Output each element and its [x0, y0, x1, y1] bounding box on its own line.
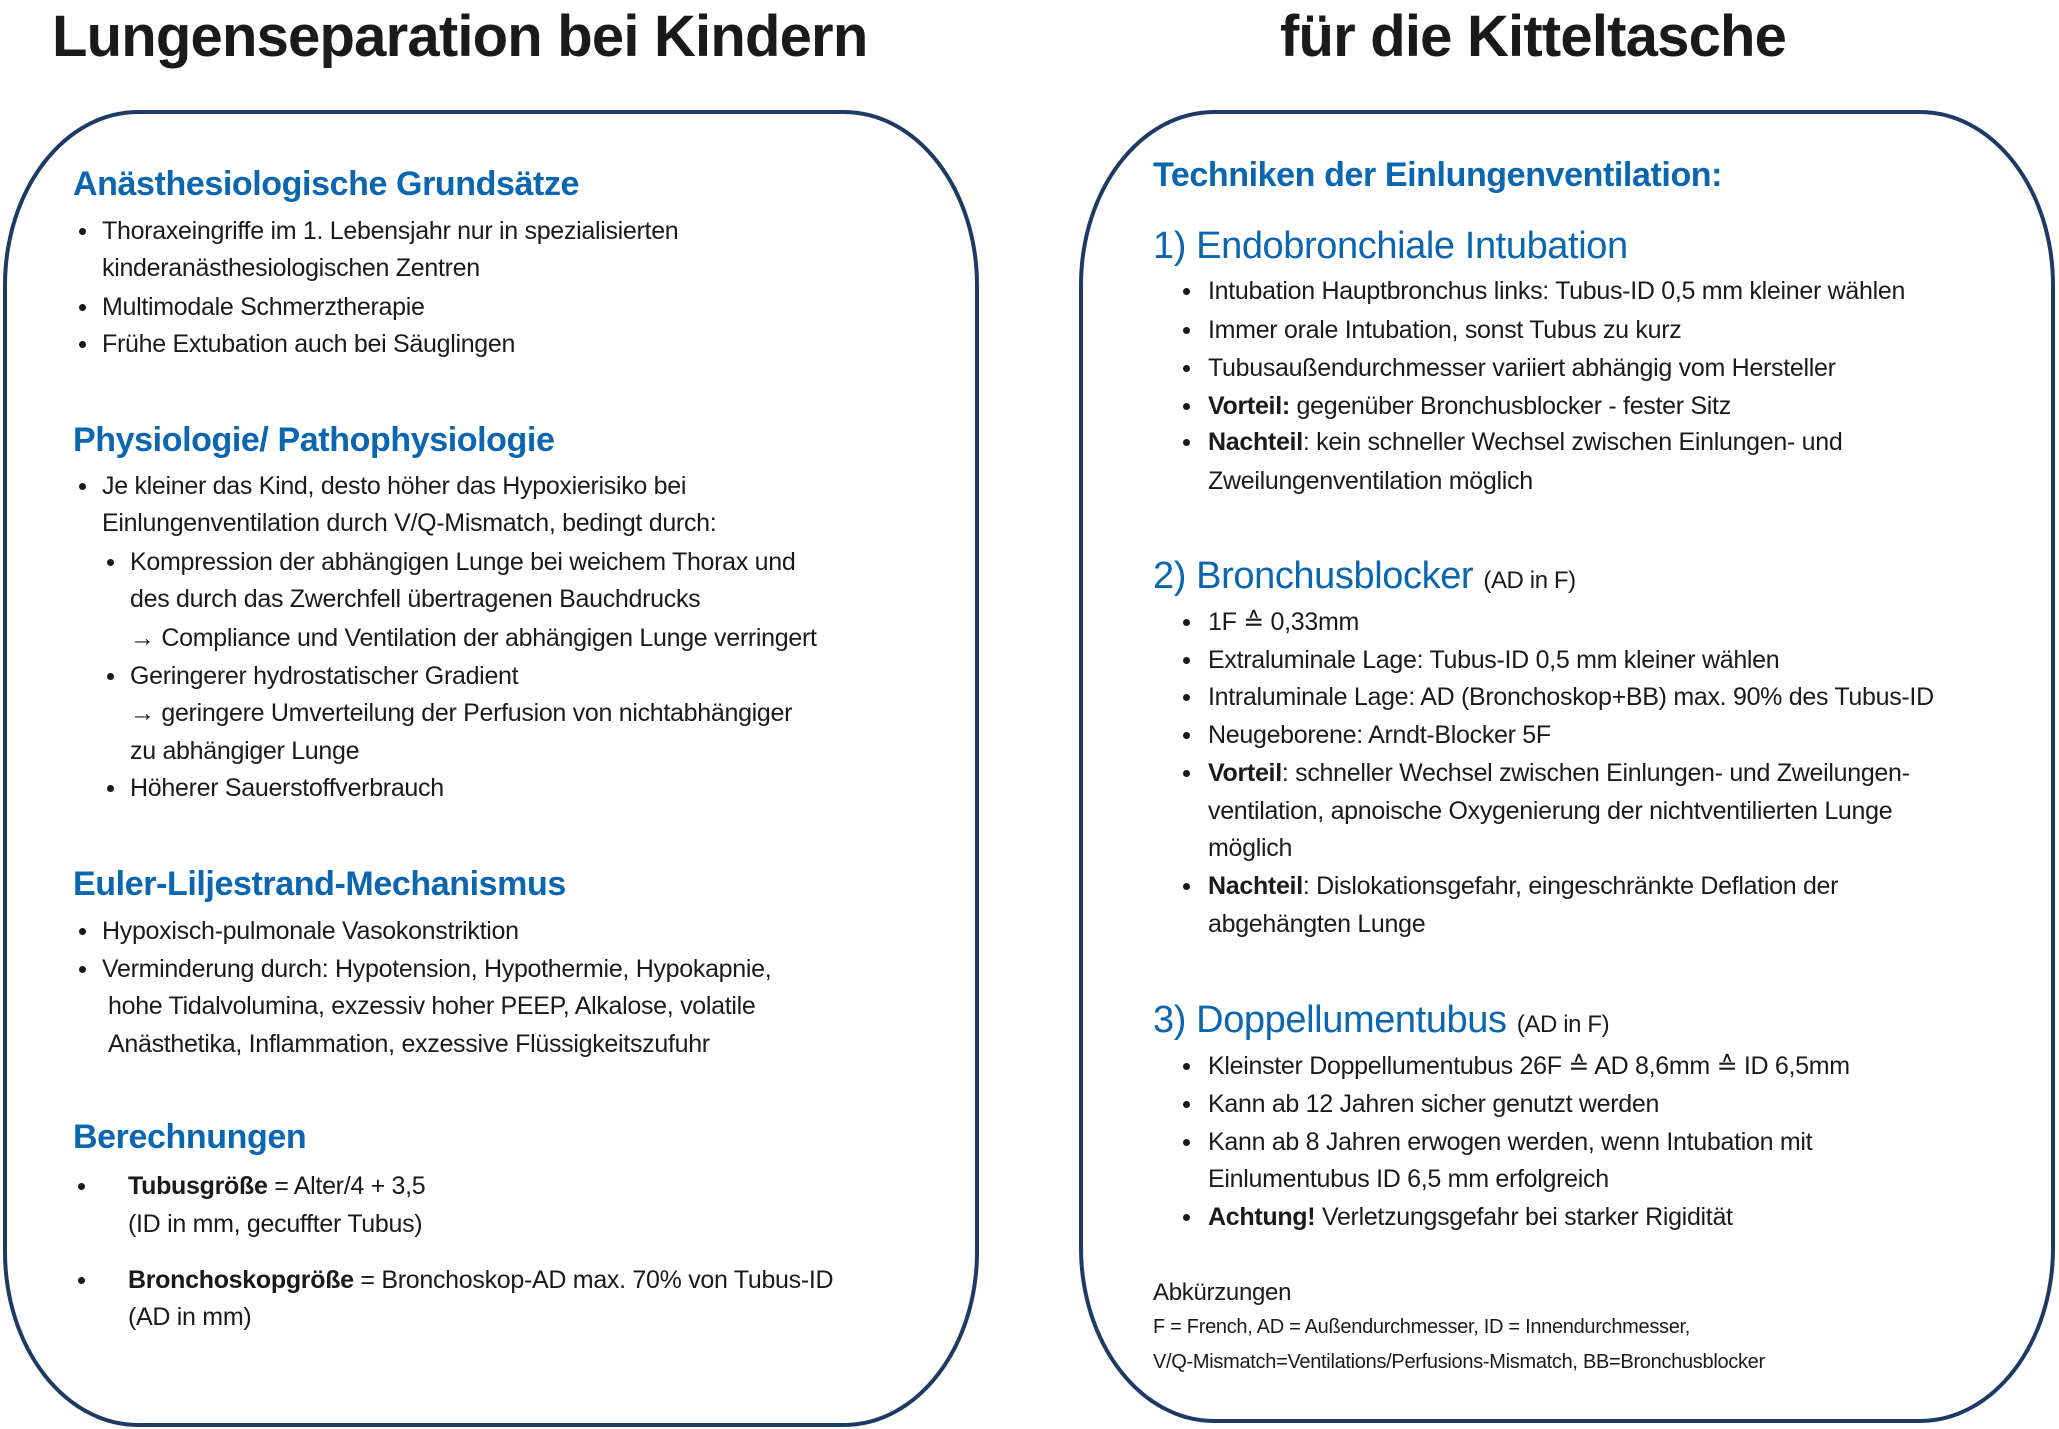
sub-list-item: Höherer Sauerstoffverbrauch — [130, 774, 444, 802]
sub-bullet-icon — [107, 785, 114, 792]
list-item: Intraluminale Lage: AD (Bronchoskop+BB) max. 90% des Tubus-ID — [1208, 683, 1934, 711]
bullet-icon — [1183, 619, 1190, 626]
page-title-right: für die Kitteltasche — [1280, 4, 1787, 69]
bullet-icon — [1183, 694, 1190, 701]
technique-title-text: 1) Endobronchiale Intubation — [1153, 225, 1628, 267]
section-heading-anaesthesia: Anästhesiologische Grundsätze — [73, 165, 580, 203]
technique-title — [1153, 997, 1609, 1043]
technique-unit-note: (AD in F) — [1483, 567, 1576, 594]
formula-note: (AD in mm) — [128, 1303, 252, 1331]
bullet-icon — [79, 483, 86, 490]
formula-label: Tubusgröße — [128, 1172, 268, 1200]
bullet-icon — [1183, 288, 1190, 295]
list-item: 1F ≙ 0,33mm — [1208, 608, 1360, 636]
list-item — [1208, 867, 1838, 905]
bullet-icon — [1183, 1139, 1190, 1146]
formula-value: = Bronchoskop-AD max. 70% von Tubus-ID — [353, 1266, 834, 1294]
sub-bullet-icon — [107, 673, 114, 680]
list-item: Hypoxisch-pulmonale Vasokonstriktion — [102, 917, 519, 945]
list-item-continuation: ventilation, apnoische Oxygenierung der nichtventilierten Lunge — [1208, 797, 1893, 825]
list-item — [1208, 1198, 1733, 1236]
bullet-icon — [1183, 439, 1190, 446]
bullet-icon — [79, 966, 86, 973]
list-item-continuation: hohe Tidalvolumina, exzessiv hoher PEEP, Alkalose, volatile — [108, 992, 756, 1020]
list-item: Tubusaußendurchmesser variiert abhängig vom Hersteller — [1208, 354, 1836, 382]
list-item — [1208, 423, 1842, 461]
disadvantage-label: Nachteil — [1208, 428, 1303, 456]
bullet-icon — [79, 304, 86, 311]
abbreviations-line: V/Q-Mismatch=Ventilations/Perfusions-Mismatch, BB=Bronchusblocker — [1153, 1351, 1765, 1373]
list-item-continuation: Einlumentubus ID 6,5 mm erfolgreich — [1208, 1165, 1609, 1193]
bullet-icon — [1183, 657, 1190, 664]
section-heading-euler-liljestrand: Euler-Liljestrand-Mechanismus — [73, 865, 566, 903]
sub-list-item-continuation: → geringere Umverteilung der Perfusion von nichtabhängiger — [130, 699, 793, 727]
item-text: : schneller Wechsel zwischen Einlungen- und Zweilungen- — [1281, 759, 1910, 787]
list-item: Je kleiner das Kind, desto höher das Hypoxierisiko bei — [102, 472, 687, 500]
list-item: Intubation Hauptbronchus links: Tubus-ID 0,5 mm kleiner wählen — [1208, 277, 1906, 305]
item-text: : kein schneller Wechsel zwischen Einlungen- und — [1302, 428, 1843, 456]
list-item-continuation: abgehängten Lunge — [1208, 910, 1426, 938]
bullet-icon — [78, 1277, 85, 1284]
list-item-continuation: kinderanästhesiologischen Zentren — [102, 254, 480, 282]
bullet-icon — [1183, 1214, 1190, 1221]
bullet-icon — [1183, 1063, 1190, 1070]
list-item-continuation: möglich — [1208, 834, 1293, 862]
technique-title — [1153, 223, 1628, 269]
list-item-continuation: Zweilungenventilation möglich — [1208, 467, 1533, 495]
list-item: Kann ab 12 Jahren sicher genutzt werden — [1208, 1090, 1660, 1118]
bullet-icon — [1183, 770, 1190, 777]
list-item: Neugeborene: Arndt-Blocker 5F — [1208, 721, 1551, 749]
list-item: Multimodale Schmerztherapie — [102, 293, 425, 321]
advantage-label: Vorteil: — [1208, 392, 1290, 420]
item-text: Verletzungsgefahr bei starker Rigidität — [1315, 1203, 1733, 1231]
list-item — [1208, 387, 1731, 425]
list-item: Immer orale Intubation, sonst Tubus zu kurz — [1208, 316, 1682, 344]
sub-list-item-continuation: → Compliance und Ventilation der abhängigen Lunge verringert — [130, 624, 817, 652]
techniques-heading: Techniken der Einlungenventilation: — [1153, 156, 1723, 194]
list-item: Kleinster Doppellumentubus 26F ≙ AD 8,6mm ≙ ID 6,5mm — [1208, 1052, 1850, 1080]
abbreviations-heading: Abkürzungen — [1153, 1279, 1292, 1306]
bullet-icon — [1183, 732, 1190, 739]
list-item: Thoraxeingriffe im 1. Lebensjahr nur in spezialisierten — [102, 217, 679, 245]
item-text: : Dislokationsgefahr, eingeschränkte Deflation der — [1302, 872, 1839, 900]
section-heading-calculations: Berechnungen — [73, 1118, 307, 1156]
sub-list-item: Kompression der abhängigen Lunge bei weichem Thorax und — [130, 548, 796, 576]
technique-unit-note: (AD in F) — [1516, 1011, 1610, 1038]
list-item: Extraluminale Lage: Tubus-ID 0,5 mm kleiner wählen — [1208, 646, 1780, 674]
sub-bullet-icon — [107, 559, 114, 566]
technique-title-text: 2) Bronchusblocker — [1153, 555, 1474, 597]
bullet-icon — [1183, 883, 1190, 890]
list-item-continuation: Anästhetika, Inflammation, exzessive Flüssigkeitszufuhr — [108, 1030, 710, 1058]
bullet-icon — [78, 1183, 85, 1190]
technique-title — [1153, 553, 1576, 599]
bullet-icon — [1183, 1101, 1190, 1108]
bullet-icon — [1183, 365, 1190, 372]
advantage-label: Vorteil — [1208, 759, 1282, 787]
section-heading-physiology: Physiologie/ Pathophysiologie — [73, 421, 555, 459]
item-text: gegenüber Bronchusblocker - fester Sitz — [1289, 392, 1731, 420]
bullet-icon — [1183, 327, 1190, 334]
formula-label: Bronchoskopgröße — [128, 1266, 354, 1294]
bullet-icon — [79, 341, 86, 348]
list-item — [1208, 754, 1910, 792]
sub-list-item-continuation: des durch das Zwerchfell übertragenen Bauchdrucks — [130, 585, 701, 613]
list-item-continuation: Einlungenventilation durch V/Q-Mismatch, bedingt durch: — [102, 509, 717, 537]
page-title-left: Lungenseparation bei Kindern — [52, 4, 868, 69]
bullet-icon — [79, 928, 86, 935]
bullet-icon — [1183, 403, 1190, 410]
warning-label: Achtung! — [1208, 1203, 1316, 1231]
list-item: Verminderung durch: Hypotension, Hypothermie, Hypokapnie, — [102, 955, 772, 983]
list-item: Frühe Extubation auch bei Säuglingen — [102, 330, 516, 358]
list-item: Kann ab 8 Jahren erwogen werden, wenn Intubation mit — [1208, 1128, 1813, 1156]
sub-list-item-continuation: zu abhängiger Lunge — [130, 737, 360, 765]
disadvantage-label: Nachteil — [1208, 872, 1303, 900]
bullet-icon — [79, 228, 86, 235]
formula-note: (ID in mm, gecuffter Tubus) — [128, 1210, 423, 1238]
sub-list-item: Geringerer hydrostatischer Gradient — [130, 662, 519, 690]
formula-bronchoscope-size — [128, 1261, 833, 1299]
formula-tube-size — [128, 1167, 425, 1205]
formula-value: = Alter/4 + 3,5 — [267, 1172, 426, 1200]
technique-title-text: 3) Doppellumentubus — [1153, 999, 1507, 1041]
abbreviations-line: F = French, AD = Außendurchmesser, ID = Innendurchmesser, — [1153, 1316, 1691, 1338]
